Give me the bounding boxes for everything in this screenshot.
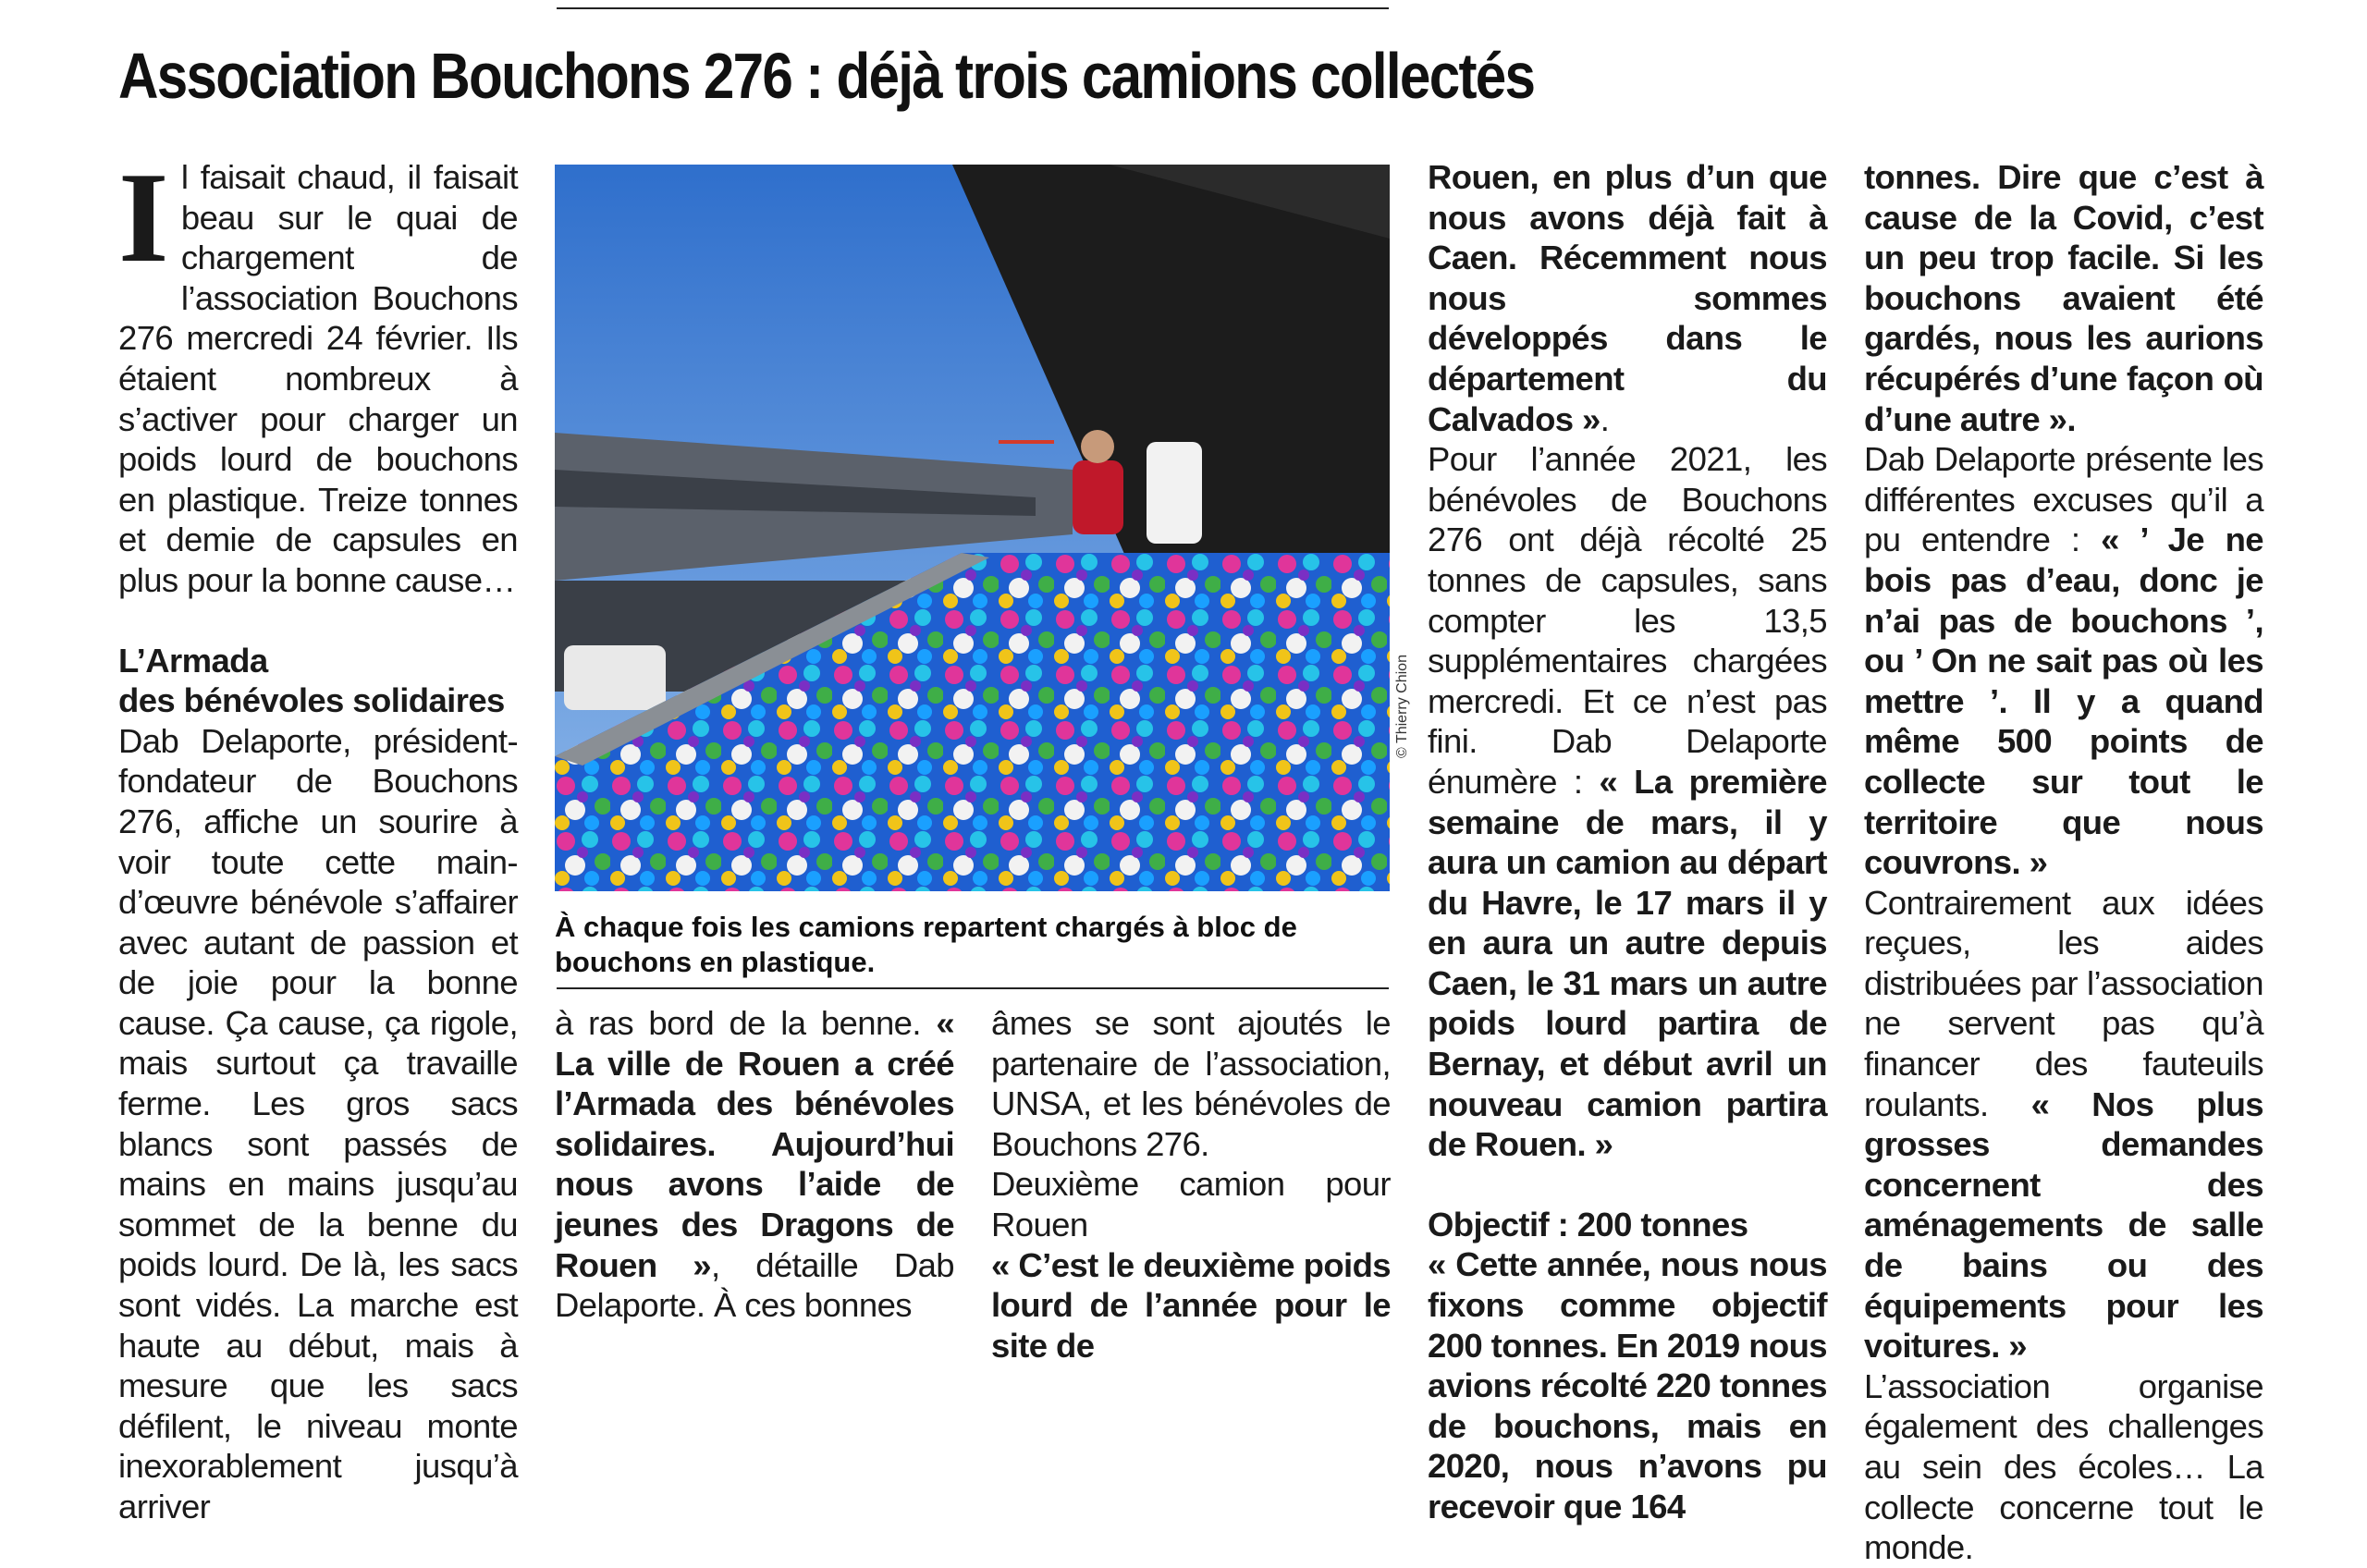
col3-paragraph-2 (1428, 439, 1827, 1165)
subhead-deuxieme-camion: Deuxième camion pour Rouen (991, 1165, 1391, 1243)
column-2b (991, 1003, 1391, 1366)
intro-paragraph: l faisait chaud, il faisait beau sur le quai de chargement de l’association Bouchons 276 mercredi 24 février. Ils étaient nombreux à s’activer pour charger un poids lourd de bouchons en plastique. Treize tonnes et demie de capsules en plus pour la bonne cause… (118, 158, 518, 599)
column-1 (118, 146, 518, 1527)
col3-paragraph-1 (1428, 157, 1827, 439)
col2a-lead: à ras bord de la benne. (555, 1004, 921, 1042)
top-rule (557, 7, 1389, 9)
body-paragraph-2a (555, 1003, 954, 1326)
subhead-objectif: Objectif : 200 tonnes (1428, 1205, 1748, 1243)
drop-cap: I (118, 146, 168, 289)
photo-caption: À chaque fois les camions repartent chargés à bloc de bouchons en plastique. (555, 911, 1297, 978)
col4-paragraph-4: L’association organise également des challenges au sein des écoles… La collecte concerne tout le monde. (1864, 1366, 2263, 1567)
quote-excuses: « ’ Je ne bois pas d’eau, donc je n’ai pas de bouchons ’, ou ’ On ne sait pas où les mettre ’. Il y a quand même 500 points de collecte sur tout le territoire que nous couvrons. » (1864, 521, 2263, 882)
col3-text-2021: Pour l’année 2021, les bénévoles de Bouchons 276 ont déjà récolté 25 tonnes de capsules, sans compter les 13,5 supplémentaires chargées mercredi. Et ce n’est pas fini. Dab Delaporte énumère : (1428, 440, 1827, 801)
article-headline: Association Bouchons 276 : déjà trois camions collectés (118, 40, 1535, 112)
col4-paragraph-2 (1864, 439, 2263, 883)
subhead-armada-line1: L’Armada (118, 641, 268, 680)
column-4 (1864, 157, 2263, 1568)
quote-deuxieme-poids: « C’est le deuxième poids lourd de l’année pour le site de (991, 1245, 1391, 1365)
article-photo (555, 165, 1390, 891)
col4-text-excuses: Dab Delaporte présente les différentes excuses qu’il a pu entendre : (1864, 440, 2263, 559)
column-2a (555, 1003, 954, 1326)
bottle-caps-photo (555, 165, 1390, 891)
subhead-armada-line2: des bénévoles solidaires (118, 681, 505, 720)
caption-rule (557, 987, 1389, 989)
column-3 (1428, 157, 1827, 1527)
col4-paragraph-3 (1864, 883, 2263, 1366)
quote-demandes: « Nos plus grosses demandes concernent des aménagements de salle de bains ou des équipements pour les voitures. » (1864, 1084, 2263, 1366)
col4-text-aides: Contrairement aux idées reçues, les aides distribuées par l’association ne servent pas qu’à financer des fauteuils roulants. (1864, 883, 2263, 1123)
col3-dot: . (1600, 399, 1610, 438)
col2a-after: , détaille Dab Delaporte. À ces bonnes (555, 1245, 954, 1325)
quote-objectif: « Cette année, nous nous fixons comme objectif 200 tonnes. En 2019 nous avions récolté 220 tonnes de bouchons, mais en 2020, nous n’avons pu recevoir que 164 (1428, 1245, 1827, 1525)
quote-rouen-caen: Rouen, en plus d’un que nous avons déjà fait à Caen. Récemment nous nous sommes développés dans le département du Calvados » (1428, 158, 1827, 438)
body-paragraph-1: Dab Delaporte, président-fondateur de Bouchons 276, affiche un sourire à voir toute cette main-d’œuvre bénévole s’affairer avec autant de passion et de joie pour la bonne cause. Ça cause, ça rigole, mais surtout ça travaille ferme. Les gros sacs blancs sont passés de mains en mains jusqu’au sommet de la benne du poids lourd. De là, les sacs sont vidés. La marche est haute au début, mais à mesure que les sacs défilent, le niveau monte inexorablement jusqu’à arriver (118, 721, 518, 1525)
body-paragraph-2b: âmes se sont ajoutés le partenaire de l’association, UNSA, et les bénévoles de Bouchons 276. (991, 1004, 1391, 1163)
quote-covid: tonnes. Dire que c’est à cause de la Covid, c’est un peu trop facile. Si les bouchons avaient été gardés, nous les aurions récupérés d’une façon où d’une autre ». (1864, 158, 2263, 438)
subhead-armada (118, 641, 518, 721)
quote-calendrier: « La première semaine de mars, il y aura un camion au départ du Havre, le 17 mars il y en aura un autre depuis Caen, le 31 mars un autre poids lourd partira de Bernay, et début avril un nouveau camion partira de Rouen. » (1428, 762, 1827, 1164)
photo-credit: © Thierry Chion (1394, 655, 1410, 758)
quote-armada: « La ville de Rouen a créé l’Armada des bénévoles solidaires. Aujourd’hui nous avons l’aide de jeunes des Dragons de Rouen » (555, 1004, 955, 1284)
